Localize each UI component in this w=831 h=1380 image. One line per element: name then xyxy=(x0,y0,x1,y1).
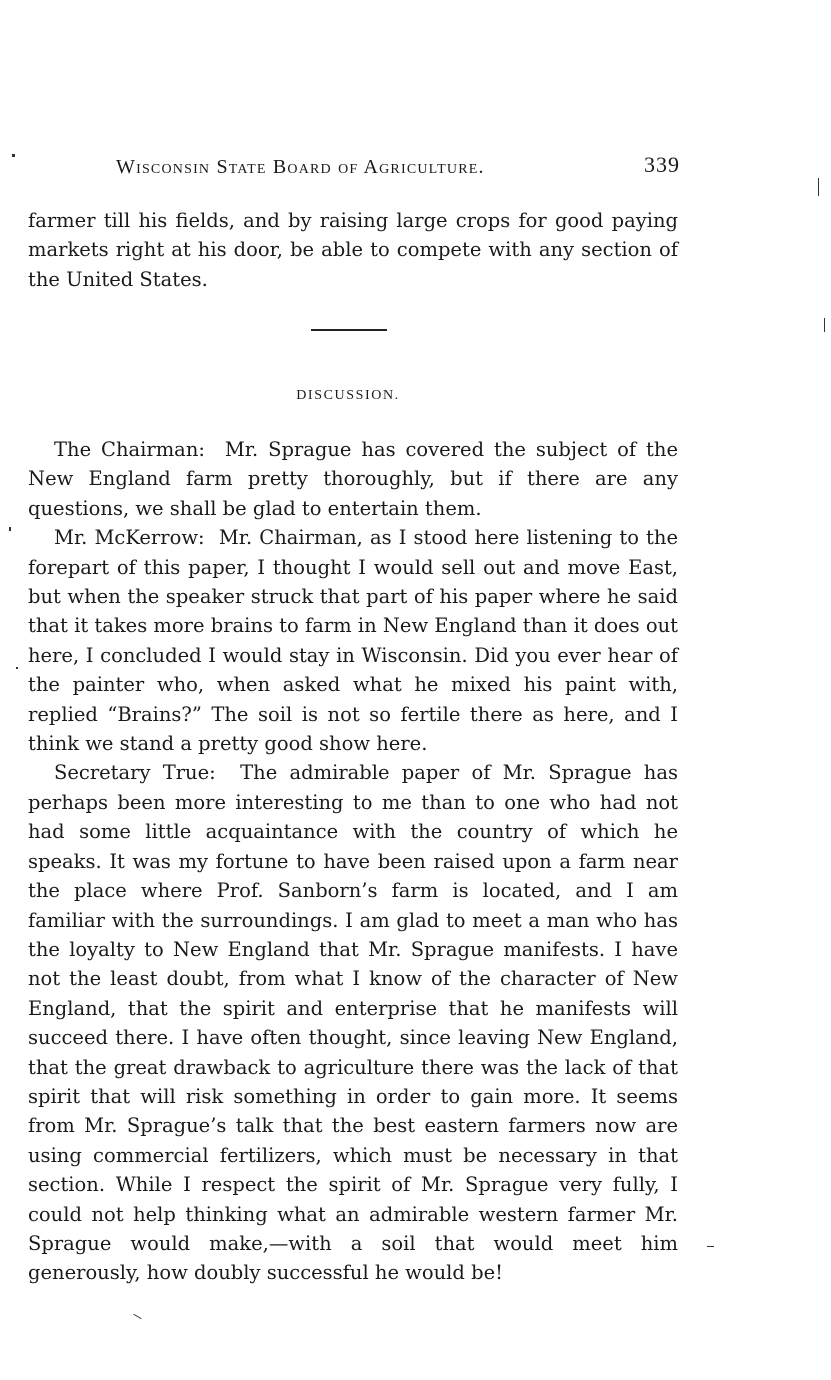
speaker-name: Mr. McKerrow: xyxy=(54,526,205,550)
speech-text: Mr. Chairman, as I stood here listening to the forepart of this paper, I thought I would sell out and move East, but when the speaker struck that part of his paper where he said that it takes more brains to farm in New England than it does out here, I concluded I would stay in Wisconsin. Did you ever hear of the painter who, when asked what he mixed his paint with, replied “Brains?” The soil is not so fertile there as here, and I think we stand a pretty good show here. xyxy=(28,526,678,756)
scan-speck xyxy=(707,1246,714,1247)
speaker-name: Secretary True: xyxy=(54,761,216,785)
page-number: 339 xyxy=(644,152,680,177)
section-heading: DISCUSSION. xyxy=(296,388,400,403)
intro-paragraph: farmer till his fields, and by raising large crops for good paying markets right at his door, be able to compete with any section of the United States. xyxy=(28,209,678,291)
scan-speck xyxy=(133,1314,141,1319)
page-header xyxy=(110,150,680,186)
section-divider xyxy=(311,329,387,331)
discussion-paragraph xyxy=(28,758,678,1287)
scan-speck xyxy=(818,178,819,196)
speech-text: Mr. Sprague has covered the subject of the New England farm pretty thoroughly, but if there are any questions, we shall be glad to entertain them. xyxy=(28,438,678,520)
intro-paragraph-block xyxy=(28,206,678,294)
discussion-paragraph xyxy=(28,523,678,758)
speech-text: The admirable paper of Mr. Sprague has perhaps been more interesting to me than to one who had not had some little acquaintance with the country of which he speaks. It was my fortune to have been raised upon a farm near the place where Prof. Sanborn’s farm is located, and I am familiar with the surroundings. I am glad to meet a man who has the loyalty to New England that Mr. Sprague manifests. I have not the least doubt, from what I know of the character of New England, that the spirit and enterprise that he manifests will succeed there. I have often thought, since leaving New England, that the great drawback to agriculture there was the lack of that spirit that will risk something in order to gain more. It seems from Mr. Sprague’s talk that the best eastern farmers now are using commercial fertilizers, which must be necessary in that section. While I respect the spirit of Mr. Sprague very fully, I could not help thinking what an admirable western farmer Mr. Sprague would make,—with a soil that would meet him generously, how doubly successful he would be! xyxy=(28,761,678,1285)
running-title: Wisconsin State Board of Agriculture. xyxy=(116,156,485,178)
scan-speck xyxy=(9,527,11,531)
scan-speck xyxy=(824,318,825,332)
scan-speck xyxy=(12,154,15,157)
discussion-paragraph xyxy=(28,435,678,523)
speaker-name: The Chairman: xyxy=(54,438,205,461)
discussion-body xyxy=(28,435,678,1288)
scan-speck xyxy=(16,667,18,669)
